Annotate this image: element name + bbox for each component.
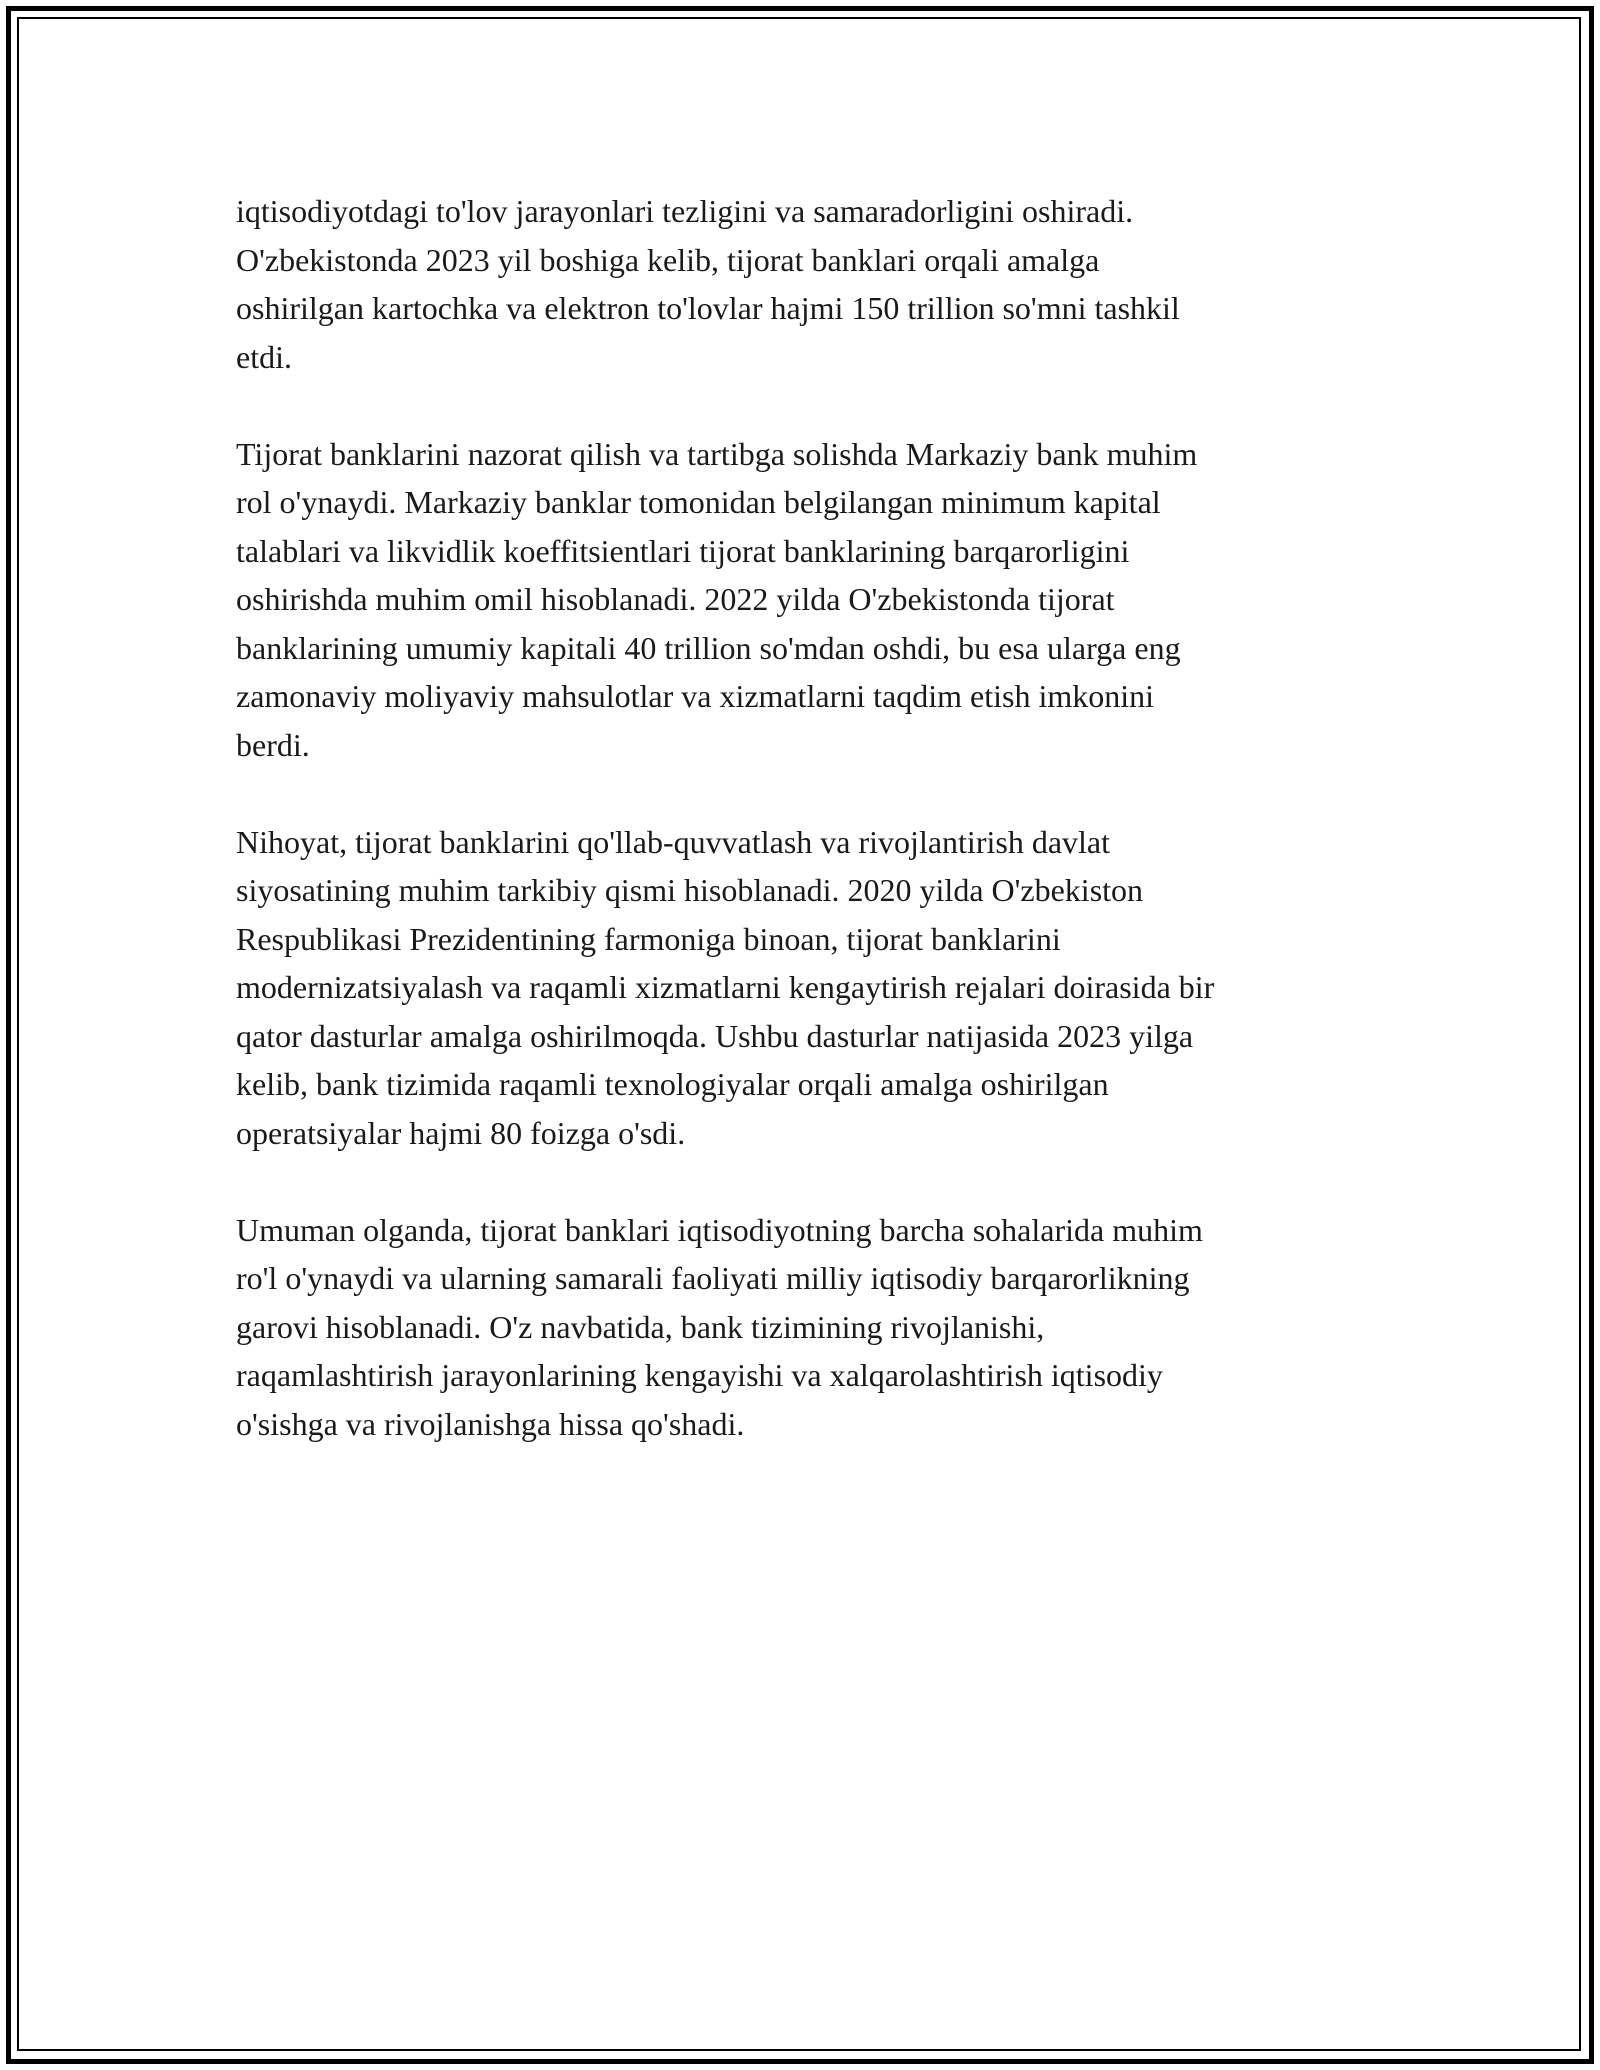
text-line: berdi. <box>236 726 310 763</box>
document-body <box>236 187 1366 1448</box>
paragraph-4 <box>236 1206 1366 1449</box>
text-line: O'zbekistonda 2023 yil boshiga kelib, tijorat banklari orqali amalga <box>236 241 1100 278</box>
text-line: banklarining umumiy kapitali 40 trillion so'mdan oshdi, bu esa ularga eng <box>236 629 1181 666</box>
text-line: Nihoyat, tijorat banklarini qo'llab-quvvatlash va rivojlantirish davlat <box>236 823 1110 860</box>
text-line: o'sishga va rivojlanishga hissa qo'shadi. <box>236 1405 745 1442</box>
text-line: etdi. <box>236 338 292 375</box>
text-line: iqtisodiyotdagi to'lov jarayonlari tezligini va samaradorligini oshiradi. <box>236 193 1134 229</box>
text-line: raqamlashtirish jarayonlarining kengayishi va xalqarolashtirish iqtisodiy <box>236 1357 1163 1393</box>
text-line: ro'l o'ynaydi va ularning samarali faoliyati milliy iqtisodiy barqarorlikning <box>236 1260 1190 1296</box>
text-line: siyosatining muhim tarkibiy qismi hisoblanadi. 2020 yilda O'zbekiston <box>236 872 1144 908</box>
text-line: garovi hisoblanadi. O'z navbatida, bank tizimining rivojlanishi, <box>236 1308 1045 1345</box>
text-line: Umuman olganda, tijorat banklari iqtisodiyotning barcha sohalarida muhim <box>236 1211 1203 1248</box>
text-line: qator dasturlar amalga oshirilmoqda. Ushbu dasturlar natijasida 2023 yilga <box>236 1017 1194 1054</box>
paragraph-3 <box>236 818 1366 1158</box>
text-line: oshirilgan kartochka va elektron to'lovlar hajmi 150 trillion so'mni tashkil <box>236 290 1180 326</box>
text-line: talablari va likvidlik koeffitsientlari tijorat banklarining barqarorligini <box>236 532 1130 569</box>
text-line: rol o'ynaydi. Markaziy banklar tomonidan belgilangan minimum kapital <box>236 484 1161 520</box>
text-line: zamonaviy moliyaviy mahsulotlar va xizmatlarni taqdim etish imkonini <box>236 678 1155 714</box>
paragraph-2 <box>236 430 1366 770</box>
text-line: Tijorat banklarini nazorat qilish va tartibga solishda Markaziy bank muhim <box>236 435 1198 472</box>
paragraph-1 <box>236 187 1366 381</box>
text-line: kelib, bank tizimida raqamli texnologiyalar orqali amalga oshirilgan <box>236 1066 1109 1102</box>
text-line: modernizatsiyalash va raqamli xizmatlarni kengaytirish rejalari doirasida bir <box>236 969 1215 1005</box>
text-line: oshirishda muhim omil hisoblanadi. 2022 yilda O'zbekistonda tijorat <box>236 581 1115 617</box>
text-line: operatsiyalar hajmi 80 foizga o'sdi. <box>236 1114 686 1151</box>
text-line: Respublikasi Prezidentining farmoniga binoan, tijorat banklarini <box>236 920 1061 957</box>
